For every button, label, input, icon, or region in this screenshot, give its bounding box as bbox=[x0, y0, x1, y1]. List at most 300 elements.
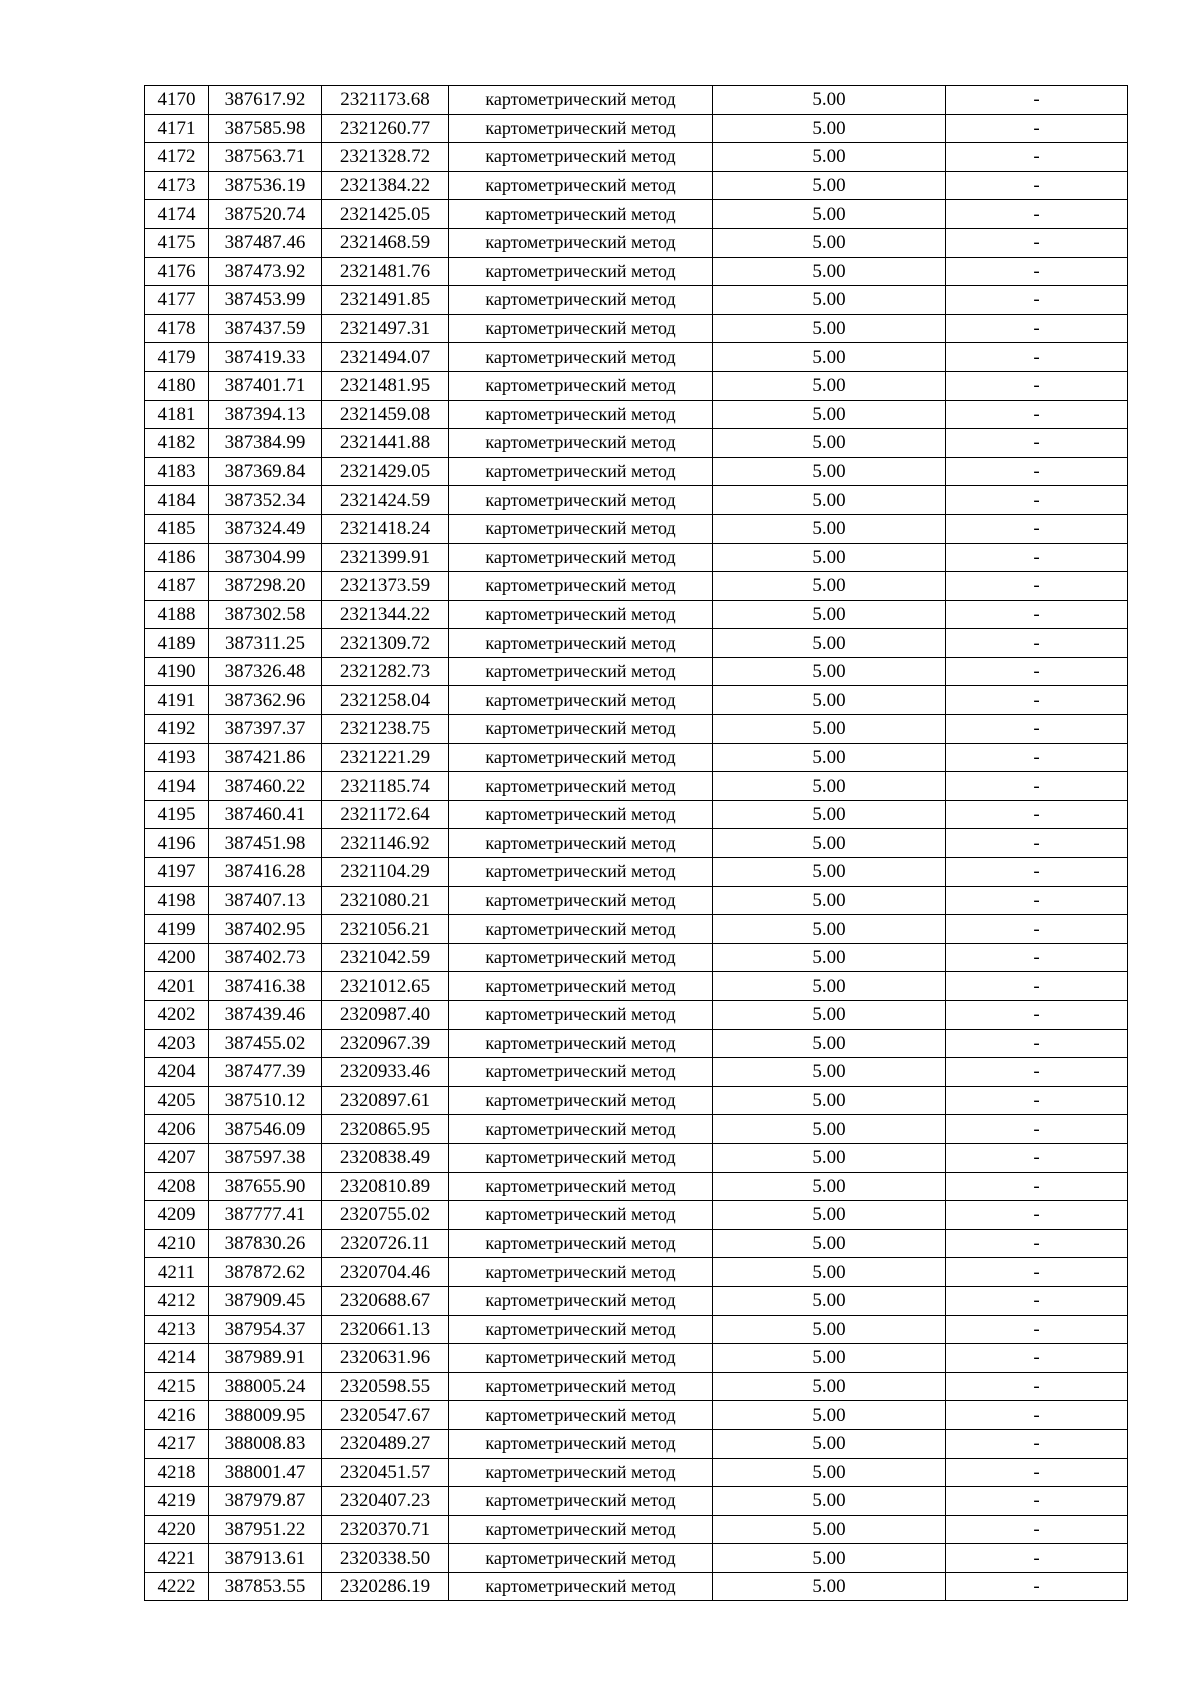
accuracy-cell: 5.00 bbox=[713, 543, 946, 572]
method-cell: картометрический метод bbox=[449, 1344, 713, 1373]
method-cell: картометрический метод bbox=[449, 1058, 713, 1087]
note-cell: - bbox=[946, 514, 1128, 543]
x-coordinate-cell: 387487.46 bbox=[209, 228, 322, 257]
method-cell: картометрический метод bbox=[449, 1258, 713, 1287]
method-cell: картометрический метод bbox=[449, 686, 713, 715]
table-row bbox=[145, 1143, 1128, 1172]
accuracy-cell: 5.00 bbox=[713, 1258, 946, 1287]
y-coordinate-cell: 2321429.05 bbox=[322, 457, 449, 486]
point-number-cell: 4189 bbox=[145, 629, 209, 658]
y-coordinate-cell: 2320726.11 bbox=[322, 1229, 449, 1258]
point-number-cell: 4209 bbox=[145, 1201, 209, 1230]
x-coordinate-cell: 387989.91 bbox=[209, 1344, 322, 1373]
note-cell: - bbox=[946, 715, 1128, 744]
accuracy-cell: 5.00 bbox=[713, 1143, 946, 1172]
method-cell: картометрический метод bbox=[449, 314, 713, 343]
method-cell: картометрический метод bbox=[449, 514, 713, 543]
point-number-cell: 4203 bbox=[145, 1029, 209, 1058]
method-cell: картометрический метод bbox=[449, 1544, 713, 1573]
point-number-cell: 4221 bbox=[145, 1544, 209, 1573]
y-coordinate-cell: 2321418.24 bbox=[322, 514, 449, 543]
x-coordinate-cell: 387439.46 bbox=[209, 1001, 322, 1030]
table-row bbox=[145, 143, 1128, 172]
table-row bbox=[145, 343, 1128, 372]
method-cell: картометрический метод bbox=[449, 543, 713, 572]
table-row bbox=[145, 1344, 1128, 1373]
accuracy-cell: 5.00 bbox=[713, 686, 946, 715]
table-row bbox=[145, 86, 1128, 115]
point-number-cell: 4220 bbox=[145, 1515, 209, 1544]
note-cell: - bbox=[946, 543, 1128, 572]
y-coordinate-cell: 2321399.91 bbox=[322, 543, 449, 572]
point-number-cell: 4176 bbox=[145, 257, 209, 286]
method-cell: картометрический метод bbox=[449, 943, 713, 972]
point-number-cell: 4172 bbox=[145, 143, 209, 172]
y-coordinate-cell: 2320598.55 bbox=[322, 1372, 449, 1401]
x-coordinate-cell: 387546.09 bbox=[209, 1115, 322, 1144]
table-row bbox=[145, 972, 1128, 1001]
method-cell: картометрический метод bbox=[449, 1001, 713, 1030]
note-cell: - bbox=[946, 1143, 1128, 1172]
note-cell: - bbox=[946, 143, 1128, 172]
table-row bbox=[145, 686, 1128, 715]
accuracy-cell: 5.00 bbox=[713, 1001, 946, 1030]
y-coordinate-cell: 2321344.22 bbox=[322, 600, 449, 629]
table-row bbox=[145, 886, 1128, 915]
point-number-cell: 4180 bbox=[145, 371, 209, 400]
x-coordinate-cell: 388005.24 bbox=[209, 1372, 322, 1401]
table-row bbox=[145, 257, 1128, 286]
note-cell: - bbox=[946, 1058, 1128, 1087]
method-cell: картометрический метод bbox=[449, 915, 713, 944]
accuracy-cell: 5.00 bbox=[713, 858, 946, 887]
x-coordinate-cell: 387402.73 bbox=[209, 943, 322, 972]
accuracy-cell: 5.00 bbox=[713, 228, 946, 257]
y-coordinate-cell: 2320547.67 bbox=[322, 1401, 449, 1430]
point-number-cell: 4196 bbox=[145, 829, 209, 858]
note-cell: - bbox=[946, 1115, 1128, 1144]
table-row bbox=[145, 1401, 1128, 1430]
y-coordinate-cell: 2321424.59 bbox=[322, 486, 449, 515]
note-cell: - bbox=[946, 858, 1128, 887]
accuracy-cell: 5.00 bbox=[713, 200, 946, 229]
point-number-cell: 4218 bbox=[145, 1458, 209, 1487]
x-coordinate-cell: 387477.39 bbox=[209, 1058, 322, 1087]
point-number-cell: 4188 bbox=[145, 600, 209, 629]
table-row bbox=[145, 915, 1128, 944]
method-cell: картометрический метод bbox=[449, 800, 713, 829]
point-number-cell: 4213 bbox=[145, 1315, 209, 1344]
method-cell: картометрический метод bbox=[449, 600, 713, 629]
table-row bbox=[145, 228, 1128, 257]
point-number-cell: 4193 bbox=[145, 743, 209, 772]
x-coordinate-cell: 387655.90 bbox=[209, 1172, 322, 1201]
table-row bbox=[145, 171, 1128, 200]
y-coordinate-cell: 2321425.05 bbox=[322, 200, 449, 229]
y-coordinate-cell: 2321258.04 bbox=[322, 686, 449, 715]
note-cell: - bbox=[946, 457, 1128, 486]
accuracy-cell: 5.00 bbox=[713, 715, 946, 744]
note-cell: - bbox=[946, 1315, 1128, 1344]
accuracy-cell: 5.00 bbox=[713, 1515, 946, 1544]
point-number-cell: 4182 bbox=[145, 429, 209, 458]
table-row bbox=[145, 457, 1128, 486]
x-coordinate-cell: 387352.34 bbox=[209, 486, 322, 515]
method-cell: картометрический метод bbox=[449, 114, 713, 143]
note-cell: - bbox=[946, 314, 1128, 343]
point-number-cell: 4222 bbox=[145, 1572, 209, 1601]
method-cell: картометрический метод bbox=[449, 1515, 713, 1544]
x-coordinate-cell: 387520.74 bbox=[209, 200, 322, 229]
table-row bbox=[145, 715, 1128, 744]
table-row bbox=[145, 1372, 1128, 1401]
accuracy-cell: 5.00 bbox=[713, 1372, 946, 1401]
table-row bbox=[145, 1001, 1128, 1030]
coordinates-table-body bbox=[145, 86, 1128, 1601]
point-number-cell: 4186 bbox=[145, 543, 209, 572]
note-cell: - bbox=[946, 343, 1128, 372]
note-cell: - bbox=[946, 772, 1128, 801]
table-row bbox=[145, 1286, 1128, 1315]
method-cell: картометрический метод bbox=[449, 400, 713, 429]
x-coordinate-cell: 387455.02 bbox=[209, 1029, 322, 1058]
note-cell: - bbox=[946, 86, 1128, 115]
accuracy-cell: 5.00 bbox=[713, 800, 946, 829]
note-cell: - bbox=[946, 629, 1128, 658]
accuracy-cell: 5.00 bbox=[713, 743, 946, 772]
method-cell: картометрический метод bbox=[449, 1172, 713, 1201]
method-cell: картометрический метод bbox=[449, 1572, 713, 1601]
method-cell: картометрический метод bbox=[449, 772, 713, 801]
point-number-cell: 4184 bbox=[145, 486, 209, 515]
table-row bbox=[145, 943, 1128, 972]
point-number-cell: 4191 bbox=[145, 686, 209, 715]
table-row bbox=[145, 772, 1128, 801]
y-coordinate-cell: 2321441.88 bbox=[322, 429, 449, 458]
x-coordinate-cell: 387416.28 bbox=[209, 858, 322, 887]
y-coordinate-cell: 2320967.39 bbox=[322, 1029, 449, 1058]
y-coordinate-cell: 2320370.71 bbox=[322, 1515, 449, 1544]
note-cell: - bbox=[946, 1429, 1128, 1458]
x-coordinate-cell: 387384.99 bbox=[209, 429, 322, 458]
accuracy-cell: 5.00 bbox=[713, 1229, 946, 1258]
point-number-cell: 4199 bbox=[145, 915, 209, 944]
accuracy-cell: 5.00 bbox=[713, 257, 946, 286]
x-coordinate-cell: 387437.59 bbox=[209, 314, 322, 343]
accuracy-cell: 5.00 bbox=[713, 1401, 946, 1430]
note-cell: - bbox=[946, 1029, 1128, 1058]
method-cell: картометрический метод bbox=[449, 1458, 713, 1487]
table-row bbox=[145, 1201, 1128, 1230]
accuracy-cell: 5.00 bbox=[713, 972, 946, 1001]
note-cell: - bbox=[946, 228, 1128, 257]
note-cell: - bbox=[946, 1258, 1128, 1287]
x-coordinate-cell: 387311.25 bbox=[209, 629, 322, 658]
note-cell: - bbox=[946, 257, 1128, 286]
y-coordinate-cell: 2321459.08 bbox=[322, 400, 449, 429]
x-coordinate-cell: 387777.41 bbox=[209, 1201, 322, 1230]
note-cell: - bbox=[946, 657, 1128, 686]
point-number-cell: 4175 bbox=[145, 228, 209, 257]
point-number-cell: 4194 bbox=[145, 772, 209, 801]
accuracy-cell: 5.00 bbox=[713, 829, 946, 858]
y-coordinate-cell: 2320338.50 bbox=[322, 1544, 449, 1573]
table-row bbox=[145, 800, 1128, 829]
accuracy-cell: 5.00 bbox=[713, 486, 946, 515]
y-coordinate-cell: 2321056.21 bbox=[322, 915, 449, 944]
note-cell: - bbox=[946, 1086, 1128, 1115]
table-row bbox=[145, 514, 1128, 543]
table-row bbox=[145, 1572, 1128, 1601]
point-number-cell: 4190 bbox=[145, 657, 209, 686]
y-coordinate-cell: 2320755.02 bbox=[322, 1201, 449, 1230]
method-cell: картометрический метод bbox=[449, 343, 713, 372]
point-number-cell: 4171 bbox=[145, 114, 209, 143]
y-coordinate-cell: 2320661.13 bbox=[322, 1315, 449, 1344]
table-row bbox=[145, 286, 1128, 315]
method-cell: картометрический метод bbox=[449, 228, 713, 257]
y-coordinate-cell: 2321491.85 bbox=[322, 286, 449, 315]
accuracy-cell: 5.00 bbox=[713, 600, 946, 629]
method-cell: картометрический метод bbox=[449, 1429, 713, 1458]
y-coordinate-cell: 2321238.75 bbox=[322, 715, 449, 744]
accuracy-cell: 5.00 bbox=[713, 1029, 946, 1058]
point-number-cell: 4207 bbox=[145, 1143, 209, 1172]
point-number-cell: 4170 bbox=[145, 86, 209, 115]
table-row bbox=[145, 1258, 1128, 1287]
point-number-cell: 4179 bbox=[145, 343, 209, 372]
method-cell: картометрический метод bbox=[449, 657, 713, 686]
table-row bbox=[145, 114, 1128, 143]
note-cell: - bbox=[946, 800, 1128, 829]
method-cell: картометрический метод bbox=[449, 886, 713, 915]
point-number-cell: 4208 bbox=[145, 1172, 209, 1201]
method-cell: картометрический метод bbox=[449, 1115, 713, 1144]
table-row bbox=[145, 400, 1128, 429]
x-coordinate-cell: 387460.41 bbox=[209, 800, 322, 829]
y-coordinate-cell: 2321309.72 bbox=[322, 629, 449, 658]
method-cell: картометрический метод bbox=[449, 286, 713, 315]
point-number-cell: 4211 bbox=[145, 1258, 209, 1287]
y-coordinate-cell: 2321104.29 bbox=[322, 858, 449, 887]
accuracy-cell: 5.00 bbox=[713, 457, 946, 486]
table-row bbox=[145, 600, 1128, 629]
point-number-cell: 4183 bbox=[145, 457, 209, 486]
table-row bbox=[145, 1086, 1128, 1115]
accuracy-cell: 5.00 bbox=[713, 1487, 946, 1516]
x-coordinate-cell: 387510.12 bbox=[209, 1086, 322, 1115]
method-cell: картометрический метод bbox=[449, 1401, 713, 1430]
note-cell: - bbox=[946, 1344, 1128, 1373]
note-cell: - bbox=[946, 1172, 1128, 1201]
method-cell: картометрический метод bbox=[449, 86, 713, 115]
table-row bbox=[145, 1429, 1128, 1458]
point-number-cell: 4177 bbox=[145, 286, 209, 315]
x-coordinate-cell: 387326.48 bbox=[209, 657, 322, 686]
note-cell: - bbox=[946, 371, 1128, 400]
x-coordinate-cell: 387298.20 bbox=[209, 572, 322, 601]
note-cell: - bbox=[946, 915, 1128, 944]
table-row bbox=[145, 1115, 1128, 1144]
note-cell: - bbox=[946, 829, 1128, 858]
method-cell: картометрический метод bbox=[449, 429, 713, 458]
point-number-cell: 4219 bbox=[145, 1487, 209, 1516]
x-coordinate-cell: 387302.58 bbox=[209, 600, 322, 629]
x-coordinate-cell: 387460.22 bbox=[209, 772, 322, 801]
note-cell: - bbox=[946, 400, 1128, 429]
point-number-cell: 4201 bbox=[145, 972, 209, 1001]
method-cell: картометрический метод bbox=[449, 1372, 713, 1401]
accuracy-cell: 5.00 bbox=[713, 143, 946, 172]
method-cell: картометрический метод bbox=[449, 457, 713, 486]
x-coordinate-cell: 387597.38 bbox=[209, 1143, 322, 1172]
table-row bbox=[145, 572, 1128, 601]
method-cell: картометрический метод bbox=[449, 1315, 713, 1344]
y-coordinate-cell: 2321173.68 bbox=[322, 86, 449, 115]
table-row bbox=[145, 543, 1128, 572]
accuracy-cell: 5.00 bbox=[713, 1429, 946, 1458]
x-coordinate-cell: 388001.47 bbox=[209, 1458, 322, 1487]
note-cell: - bbox=[946, 114, 1128, 143]
y-coordinate-cell: 2320631.96 bbox=[322, 1344, 449, 1373]
x-coordinate-cell: 387617.92 bbox=[209, 86, 322, 115]
y-coordinate-cell: 2321494.07 bbox=[322, 343, 449, 372]
note-cell: - bbox=[946, 600, 1128, 629]
note-cell: - bbox=[946, 486, 1128, 515]
y-coordinate-cell: 2321481.76 bbox=[322, 257, 449, 286]
method-cell: картометрический метод bbox=[449, 1086, 713, 1115]
accuracy-cell: 5.00 bbox=[713, 915, 946, 944]
point-number-cell: 4178 bbox=[145, 314, 209, 343]
method-cell: картометрический метод bbox=[449, 143, 713, 172]
y-coordinate-cell: 2321185.74 bbox=[322, 772, 449, 801]
y-coordinate-cell: 2321012.65 bbox=[322, 972, 449, 1001]
note-cell: - bbox=[946, 943, 1128, 972]
table-row bbox=[145, 1172, 1128, 1201]
note-cell: - bbox=[946, 1201, 1128, 1230]
x-coordinate-cell: 387453.99 bbox=[209, 286, 322, 315]
note-cell: - bbox=[946, 572, 1128, 601]
x-coordinate-cell: 387585.98 bbox=[209, 114, 322, 143]
note-cell: - bbox=[946, 1401, 1128, 1430]
accuracy-cell: 5.00 bbox=[713, 171, 946, 200]
y-coordinate-cell: 2320865.95 bbox=[322, 1115, 449, 1144]
x-coordinate-cell: 387451.98 bbox=[209, 829, 322, 858]
accuracy-cell: 5.00 bbox=[713, 1344, 946, 1373]
point-number-cell: 4195 bbox=[145, 800, 209, 829]
note-cell: - bbox=[946, 1229, 1128, 1258]
point-number-cell: 4217 bbox=[145, 1429, 209, 1458]
method-cell: картометрический метод bbox=[449, 371, 713, 400]
point-number-cell: 4210 bbox=[145, 1229, 209, 1258]
accuracy-cell: 5.00 bbox=[713, 429, 946, 458]
point-number-cell: 4202 bbox=[145, 1001, 209, 1030]
accuracy-cell: 5.00 bbox=[713, 1458, 946, 1487]
note-cell: - bbox=[946, 1544, 1128, 1573]
accuracy-cell: 5.00 bbox=[713, 514, 946, 543]
point-number-cell: 4185 bbox=[145, 514, 209, 543]
x-coordinate-cell: 387419.33 bbox=[209, 343, 322, 372]
x-coordinate-cell: 387421.86 bbox=[209, 743, 322, 772]
accuracy-cell: 5.00 bbox=[713, 943, 946, 972]
y-coordinate-cell: 2321282.73 bbox=[322, 657, 449, 686]
point-number-cell: 4187 bbox=[145, 572, 209, 601]
y-coordinate-cell: 2321328.72 bbox=[322, 143, 449, 172]
x-coordinate-cell: 387416.38 bbox=[209, 972, 322, 1001]
note-cell: - bbox=[946, 1458, 1128, 1487]
x-coordinate-cell: 387913.61 bbox=[209, 1544, 322, 1573]
point-number-cell: 4192 bbox=[145, 715, 209, 744]
accuracy-cell: 5.00 bbox=[713, 114, 946, 143]
x-coordinate-cell: 387394.13 bbox=[209, 400, 322, 429]
x-coordinate-cell: 387362.96 bbox=[209, 686, 322, 715]
y-coordinate-cell: 2321172.64 bbox=[322, 800, 449, 829]
point-number-cell: 4181 bbox=[145, 400, 209, 429]
table-row bbox=[145, 486, 1128, 515]
y-coordinate-cell: 2321080.21 bbox=[322, 886, 449, 915]
table-row bbox=[145, 314, 1128, 343]
x-coordinate-cell: 387402.95 bbox=[209, 915, 322, 944]
method-cell: картометрический метод bbox=[449, 829, 713, 858]
method-cell: картометрический метод bbox=[449, 715, 713, 744]
point-number-cell: 4173 bbox=[145, 171, 209, 200]
point-number-cell: 4204 bbox=[145, 1058, 209, 1087]
coordinates-table bbox=[144, 85, 1128, 1601]
point-number-cell: 4200 bbox=[145, 943, 209, 972]
method-cell: картометрический метод bbox=[449, 1487, 713, 1516]
y-coordinate-cell: 2320987.40 bbox=[322, 1001, 449, 1030]
table-row bbox=[145, 1315, 1128, 1344]
note-cell: - bbox=[946, 1001, 1128, 1030]
accuracy-cell: 5.00 bbox=[713, 343, 946, 372]
method-cell: картометрический метод bbox=[449, 743, 713, 772]
table-row bbox=[145, 371, 1128, 400]
point-number-cell: 4206 bbox=[145, 1115, 209, 1144]
y-coordinate-cell: 2321468.59 bbox=[322, 228, 449, 257]
table-row bbox=[145, 429, 1128, 458]
accuracy-cell: 5.00 bbox=[713, 1572, 946, 1601]
point-number-cell: 4197 bbox=[145, 858, 209, 887]
accuracy-cell: 5.00 bbox=[713, 1058, 946, 1087]
accuracy-cell: 5.00 bbox=[713, 400, 946, 429]
point-number-cell: 4174 bbox=[145, 200, 209, 229]
method-cell: картометрический метод bbox=[449, 972, 713, 1001]
note-cell: - bbox=[946, 286, 1128, 315]
accuracy-cell: 5.00 bbox=[713, 314, 946, 343]
note-cell: - bbox=[946, 686, 1128, 715]
table-row bbox=[145, 1487, 1128, 1516]
method-cell: картометрический метод bbox=[449, 257, 713, 286]
y-coordinate-cell: 2321042.59 bbox=[322, 943, 449, 972]
x-coordinate-cell: 388008.83 bbox=[209, 1429, 322, 1458]
x-coordinate-cell: 387324.49 bbox=[209, 514, 322, 543]
note-cell: - bbox=[946, 972, 1128, 1001]
accuracy-cell: 5.00 bbox=[713, 572, 946, 601]
x-coordinate-cell: 387853.55 bbox=[209, 1572, 322, 1601]
y-coordinate-cell: 2320810.89 bbox=[322, 1172, 449, 1201]
x-coordinate-cell: 387951.22 bbox=[209, 1515, 322, 1544]
method-cell: картометрический метод bbox=[449, 486, 713, 515]
table-row bbox=[145, 1544, 1128, 1573]
note-cell: - bbox=[946, 1487, 1128, 1516]
y-coordinate-cell: 2321146.92 bbox=[322, 829, 449, 858]
y-coordinate-cell: 2320704.46 bbox=[322, 1258, 449, 1287]
point-number-cell: 4212 bbox=[145, 1286, 209, 1315]
method-cell: картометрический метод bbox=[449, 1029, 713, 1058]
table-row bbox=[145, 743, 1128, 772]
x-coordinate-cell: 388009.95 bbox=[209, 1401, 322, 1430]
note-cell: - bbox=[946, 743, 1128, 772]
